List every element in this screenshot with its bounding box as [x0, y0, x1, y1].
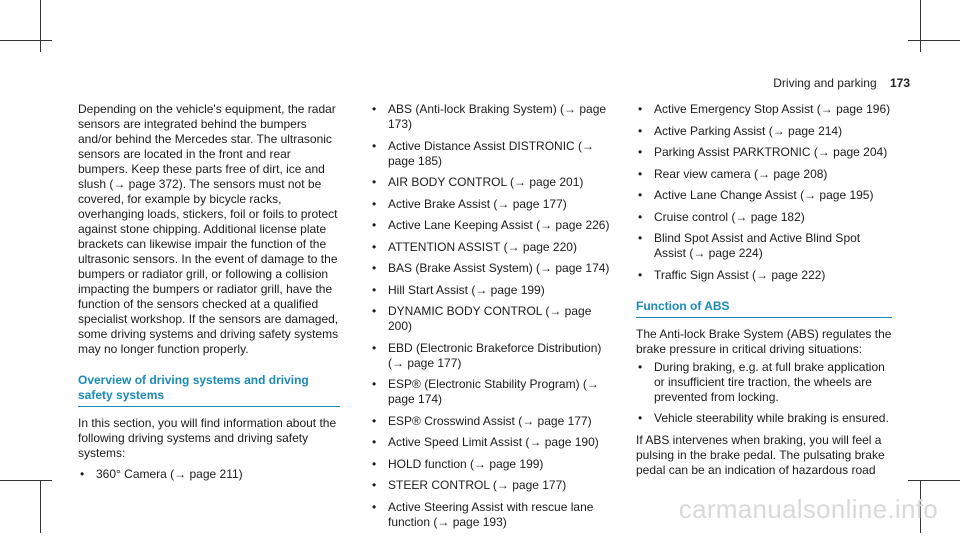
watermark: carmanualsonline.info [678, 494, 938, 524]
abs-list [636, 360, 892, 427]
list-item: • BAS (Brake Assist System) (→ page 174) [370, 261, 618, 276]
list-item: • Active Lane Keeping Assist (→ page 226) [370, 218, 618, 233]
column-1 [78, 102, 340, 489]
systems-list [370, 102, 618, 530]
list-item: • 360° Camera (→ page 211) [78, 467, 340, 482]
abs-closing-paragraph: If ABS intervenes when braking, you will feel a pulsing in the brake pedal. The pulsating brake pedal can be an indication of hazardous road [636, 432, 885, 477]
section-title-overview: Overview of driving systems and driving safety systems [78, 373, 340, 407]
crop-mark [908, 40, 960, 41]
list-item: • AIR BODY CONTROL (→ page 201) [370, 175, 618, 190]
list-item: • Active Distance Assist DISTRONIC (→ page 185) [370, 139, 618, 169]
list-item: • ATTENTION ASSIST (→ page 220) [370, 240, 618, 255]
list-item: • HOLD function (→ page 199) [370, 457, 618, 472]
list-item: • ESP® Crosswind Assist (→ page 177) [370, 414, 618, 429]
crop-mark [0, 480, 52, 481]
overview-list [78, 467, 340, 482]
crop-mark [40, 0, 41, 52]
intro-paragraph: Depending on the vehicle's equipment, the radar sensors are integrated behind the bumpers and/or behind the Mercedes star. The ultrasonic sensors are located in the front and rear bumpers. Keep these parts free of dirt, ice and slush (→ page 372). The sensors must not be covered, for example by bicycle racks, overhanging loads, stickers, foil or foils to protect against stone chipping. Additional license plate brackets can likewise impair the function of the ultrasonic sensors. In the event of damage to the bumpers or radiator grill, or following a collision impacting the bumpers or radiator grill, have the function of the sensors checked at a qualified specialist workshop. If the sensors are damaged, some driving systems and driving safety systems may no longer function properly. [78, 102, 339, 356]
list-item: • Active Brake Assist (→ page 177) [370, 197, 618, 212]
list-item: • ABS (Anti-lock Braking System) (→ page 173) [370, 102, 618, 132]
list-item: • Vehicle steerability while braking is ensured. [636, 411, 892, 426]
list-item: • Hill Start Assist (→ page 199) [370, 283, 618, 298]
list-item: • Traffic Sign Assist (→ page 222) [636, 268, 892, 283]
crop-mark [908, 480, 960, 481]
crop-mark [920, 0, 921, 52]
crop-mark [0, 40, 52, 41]
column-3 [636, 102, 892, 478]
list-item: • Cruise control (→ page 182) [636, 210, 892, 225]
list-item: • EBD (Electronic Brakeforce Distribution) (→ page 177) [370, 341, 618, 371]
list-item: • Active Parking Assist (→ page 214) [636, 124, 892, 139]
list-item: • ESP® (Electronic Stability Program) (→ page 174) [370, 377, 618, 407]
list-item: • Blind Spot Assist and Active Blind Spot Assist (→ page 224) [636, 231, 892, 261]
crop-mark [40, 480, 41, 533]
systems-list-continued [636, 102, 892, 283]
abs-paragraph: The Anti-lock Brake System (ABS) regulates the brake pressure in critical driving situations: [636, 326, 892, 356]
list-item: • During braking, e.g. at full brake application or insufficient tire traction, the wheels are prevented from locking. [636, 360, 892, 405]
list-item: • DYNAMIC BODY CONTROL (→ page 200) [370, 304, 618, 334]
column-2 [370, 102, 618, 536]
page-header [773, 76, 910, 90]
list-item: • Rear view camera (→ page 208) [636, 167, 892, 182]
list-item: • Active Steering Assist with rescue lane function (→ page 193) [370, 500, 618, 530]
list-item: • Active Speed Limit Assist (→ page 190) [370, 435, 618, 450]
list-item: • Active Lane Change Assist (→ page 195) [636, 188, 892, 203]
section-title-abs: Function of ABS [636, 299, 892, 318]
list-item: • Active Emergency Stop Assist (→ page 196) [636, 102, 892, 117]
page-number: 173 [889, 76, 910, 90]
header-title: Driving and parking [773, 76, 877, 90]
section-paragraph: In this section, you will find information about the following driving systems and driving safety systems: [78, 416, 337, 460]
list-item: • Parking Assist PARKTRONIC (→ page 204) [636, 145, 892, 160]
list-item: • STEER CONTROL (→ page 177) [370, 478, 618, 493]
